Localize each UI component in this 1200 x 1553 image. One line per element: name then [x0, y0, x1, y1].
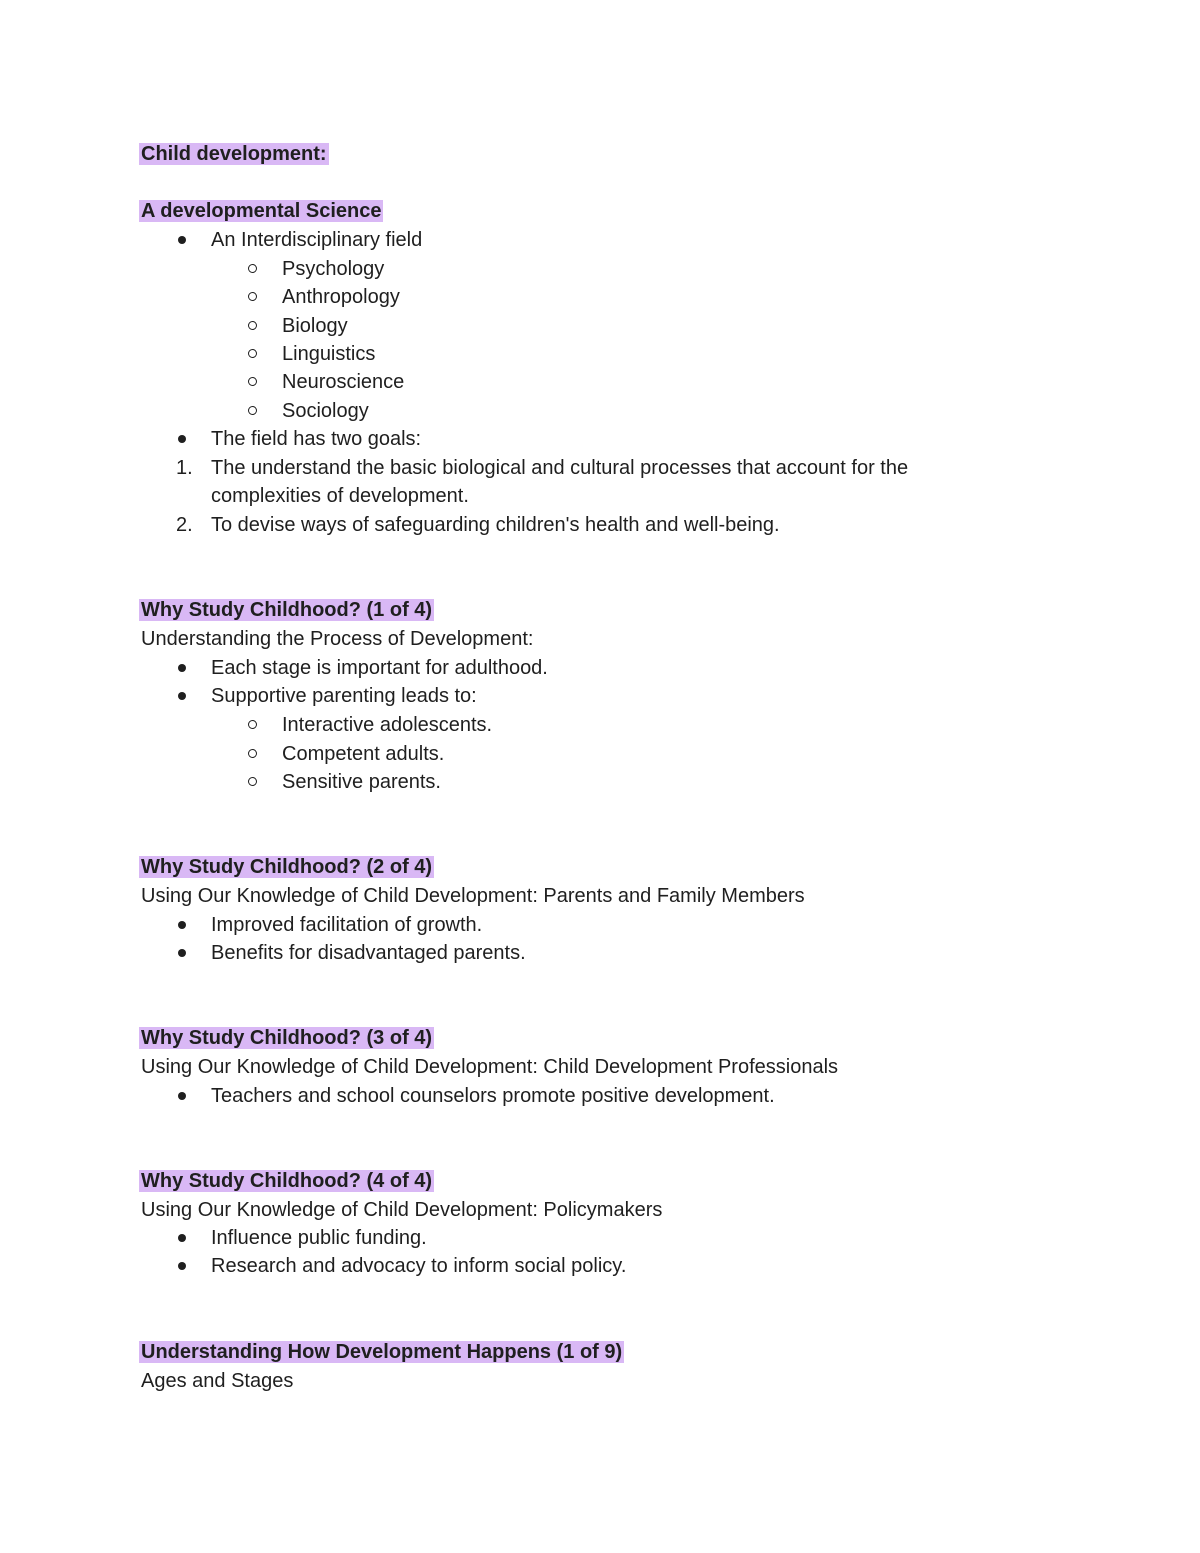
section-heading-line	[141, 1339, 624, 1365]
bullet-icon	[178, 1234, 186, 1242]
sub-list-item: Interactive adolescents.	[282, 714, 493, 736]
list-item: Improved facilitation of growth.	[211, 914, 483, 936]
hollow-bullet-icon	[248, 720, 257, 729]
sub-list-item: Neuroscience	[282, 371, 405, 393]
section-intro: Using Our Knowledge of Child Development: Child Development Professionals	[141, 1056, 839, 1078]
sub-list-item: Linguistics	[282, 343, 376, 365]
section-heading-line	[141, 1025, 434, 1051]
bullet-icon	[178, 949, 186, 957]
hollow-bullet-icon	[248, 377, 257, 386]
section-intro: Ages and Stages	[141, 1370, 294, 1392]
hollow-bullet-icon	[248, 777, 257, 786]
list-item: Benefits for disadvantaged parents.	[211, 942, 526, 964]
section-heading-line	[141, 597, 434, 623]
document-title: Child development:	[141, 143, 327, 165]
list-item: An Interdisciplinary field	[211, 229, 423, 251]
numbered-item-continuation: complexities of development.	[211, 485, 469, 507]
sub-list-item: Anthropology	[282, 286, 400, 308]
bullet-icon	[178, 435, 186, 443]
hollow-bullet-icon	[248, 406, 257, 415]
section-heading-line	[141, 854, 434, 880]
section-heading-line	[141, 1168, 434, 1194]
section-heading: Why Study Childhood? (4 of 4)	[141, 1170, 433, 1192]
sub-list-item: Psychology	[282, 258, 385, 280]
section-heading: A developmental Science	[141, 200, 382, 222]
list-number: 2.	[176, 514, 193, 536]
hollow-bullet-icon	[248, 292, 257, 301]
hollow-bullet-icon	[248, 749, 257, 758]
section-intro: Understanding the Process of Development:	[141, 628, 534, 650]
list-item: Research and advocacy to inform social policy.	[211, 1255, 627, 1277]
bullet-icon	[178, 1092, 186, 1100]
list-item: Supportive parenting leads to:	[211, 685, 477, 707]
document-title-line	[141, 141, 329, 167]
sub-list-item: Competent adults.	[282, 743, 445, 765]
bullet-icon	[178, 236, 186, 244]
hollow-bullet-icon	[248, 321, 257, 330]
bullet-icon	[178, 1262, 186, 1270]
bullet-icon	[178, 692, 186, 700]
list-item: Teachers and school counselors promote positive development.	[211, 1085, 775, 1107]
section-heading: Why Study Childhood? (3 of 4)	[141, 1027, 433, 1049]
section-intro: Using Our Knowledge of Child Development: Policymakers	[141, 1199, 663, 1221]
hollow-bullet-icon	[248, 349, 257, 358]
section-heading: Why Study Childhood? (2 of 4)	[141, 856, 433, 878]
numbered-item: To devise ways of safeguarding children's health and well-being.	[211, 514, 780, 536]
list-item: Each stage is important for adulthood.	[211, 657, 548, 679]
section-heading: Understanding How Development Happens (1 of 9)	[141, 1341, 623, 1363]
list-number: 1.	[176, 457, 193, 479]
bullet-icon	[178, 921, 186, 929]
sub-list-item: Sensitive parents.	[282, 771, 441, 793]
list-item: The field has two goals:	[211, 428, 422, 450]
bullet-icon	[178, 664, 186, 672]
sub-list-item: Biology	[282, 315, 348, 337]
numbered-item: The understand the basic biological and cultural processes that account for the	[211, 457, 909, 479]
section-intro: Using Our Knowledge of Child Development: Parents and Family Members	[141, 885, 805, 907]
section-heading-line	[141, 198, 383, 224]
sub-list-item: Sociology	[282, 400, 369, 422]
section-heading: Why Study Childhood? (1 of 4)	[141, 599, 433, 621]
hollow-bullet-icon	[248, 264, 257, 273]
list-item: Influence public funding.	[211, 1227, 427, 1249]
